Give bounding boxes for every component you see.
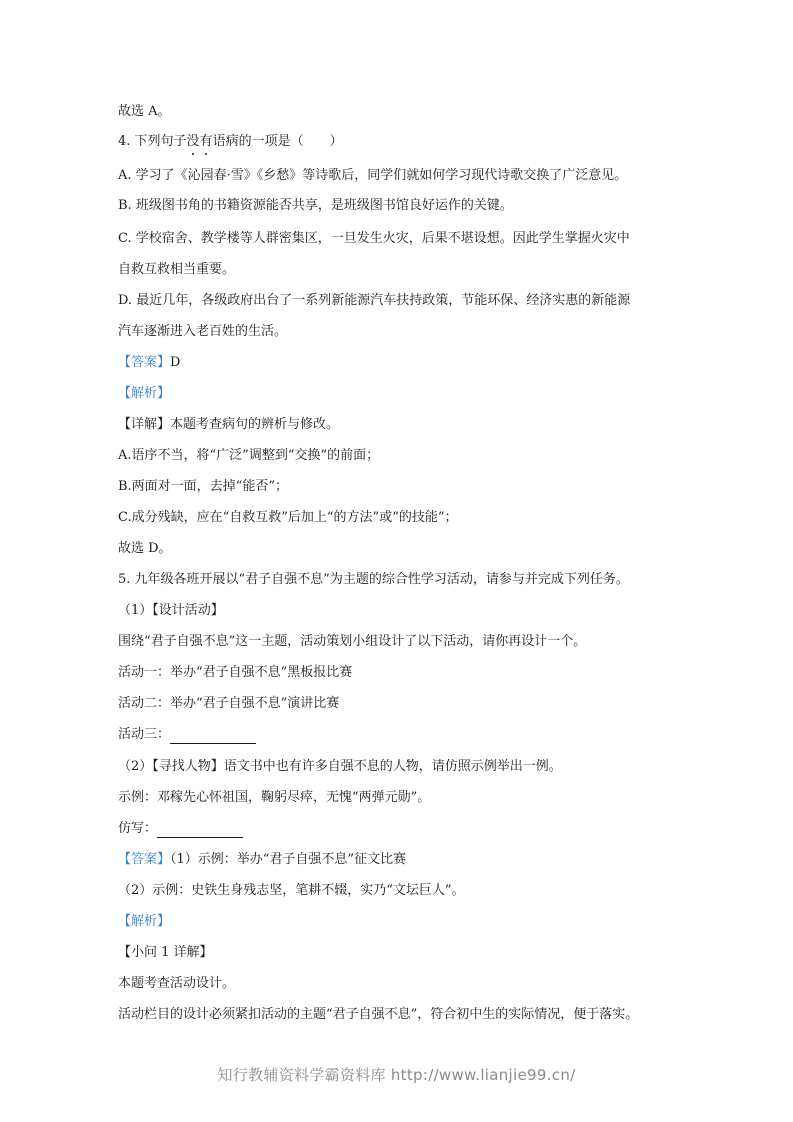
explain-c: C.成分残缺，应在“自救互救”后加上“的方法”或“的技能”； [118, 510, 458, 525]
analysis-tag: 【解析】 [118, 914, 171, 929]
footer-watermark: 知行教辅资料学霸资料库 http://www.lianjie99.cn/ [217, 1066, 576, 1084]
explain-b: B.两面对一面，去掉“能否”； [118, 479, 288, 494]
text-line: 故选 A。 [118, 104, 171, 119]
emphasized-char: 没 [186, 134, 200, 149]
answer-line [118, 354, 180, 372]
answer2-line [118, 851, 406, 869]
sub-question-heading: 【小问 1 详解】 [118, 945, 213, 960]
option-c-line2: 自救互救相当重要。 [118, 262, 236, 277]
imitate-line [118, 820, 243, 838]
sub-question-text: 活动栏目的设计必须紧扣活动的主题“君子自强不息”，符合初中生的实际情况，便于落实。 [118, 1007, 639, 1022]
emphasized-char: 有 [199, 134, 213, 149]
option-a: A. 学习了《沁园春·雪》《乡愁》等诗歌后，同学们就如何学习现代诗歌交换了广泛意见。 [118, 168, 628, 183]
answer-blank [170, 731, 256, 744]
answer-value: D [170, 355, 181, 370]
option-b: B. 班级图书角的书籍资源能否共享，是班级图书馆良好运作的关键。 [118, 198, 513, 213]
explain-a: A.语序不当，将“广泛”调整到“交换”的前面； [118, 448, 380, 463]
example-line: 示例：邓稼先心怀祖国，鞠躬尽瘁，无愧“两弹元勋”。 [118, 790, 431, 805]
analysis-tag: 【解析】 [118, 386, 171, 401]
text-span: 4. 下列句子 [118, 134, 187, 149]
sub-question-text: 本题考查活动设计。 [118, 976, 236, 991]
explain-end: 故选 D。 [118, 541, 172, 556]
q5-part2: （2）【寻找人物】语文书中也有许多自强不息的人物，请仿照示例举出一例。 [118, 759, 562, 774]
detail-line: 【详解】本题考查病句的辨析与修改。 [118, 417, 340, 432]
activity-3 [118, 726, 256, 744]
answer-value: （1）示例：举办“君子自强不息”征文比赛 [170, 852, 407, 867]
text-span: 活动三： [118, 727, 171, 742]
option-d-line2: 汽车逐渐进入老百姓的生活。 [118, 324, 288, 339]
activity-2: 活动二：举办“君子自强不息”演讲比赛 [118, 696, 340, 711]
answer-tag: 【答案】 [118, 355, 171, 370]
text-span: 仿写： [118, 821, 158, 836]
answer-tag: 【答案】 [118, 852, 171, 867]
q5-part1-desc: 围绕“君子自强不息”这一主题，活动策划小组设计了以下活动，请你再设计一个。 [118, 634, 587, 649]
q5-part1: （1）【设计活动】 [118, 603, 224, 618]
option-d-line1: D. 最近几年，各级政府出台了一系列新能源汽车扶持政策，节能环保、经济实惠的新能源 [118, 293, 631, 308]
answer-blank [157, 825, 243, 838]
option-c-line1: C. 学校宿舍、教学楼等人群密集区，一旦发生火灾，后果不堪设想。因此学生掌握火灾中 [118, 231, 630, 246]
answer2-part2: （2）示例：史铁生身残志坚，笔耕不辍，实乃“文坛巨人”。 [118, 883, 465, 898]
question-4 [118, 133, 343, 151]
question-5: 5. 九年级各班开展以“君子自强不息”为主题的综合性学习活动，请参与并完成下列任务。 [118, 572, 629, 587]
text-span: 语病的一项是（ ） [212, 134, 343, 149]
activity-1: 活动一：举办“君子自强不息”黑板报比赛 [118, 665, 353, 680]
